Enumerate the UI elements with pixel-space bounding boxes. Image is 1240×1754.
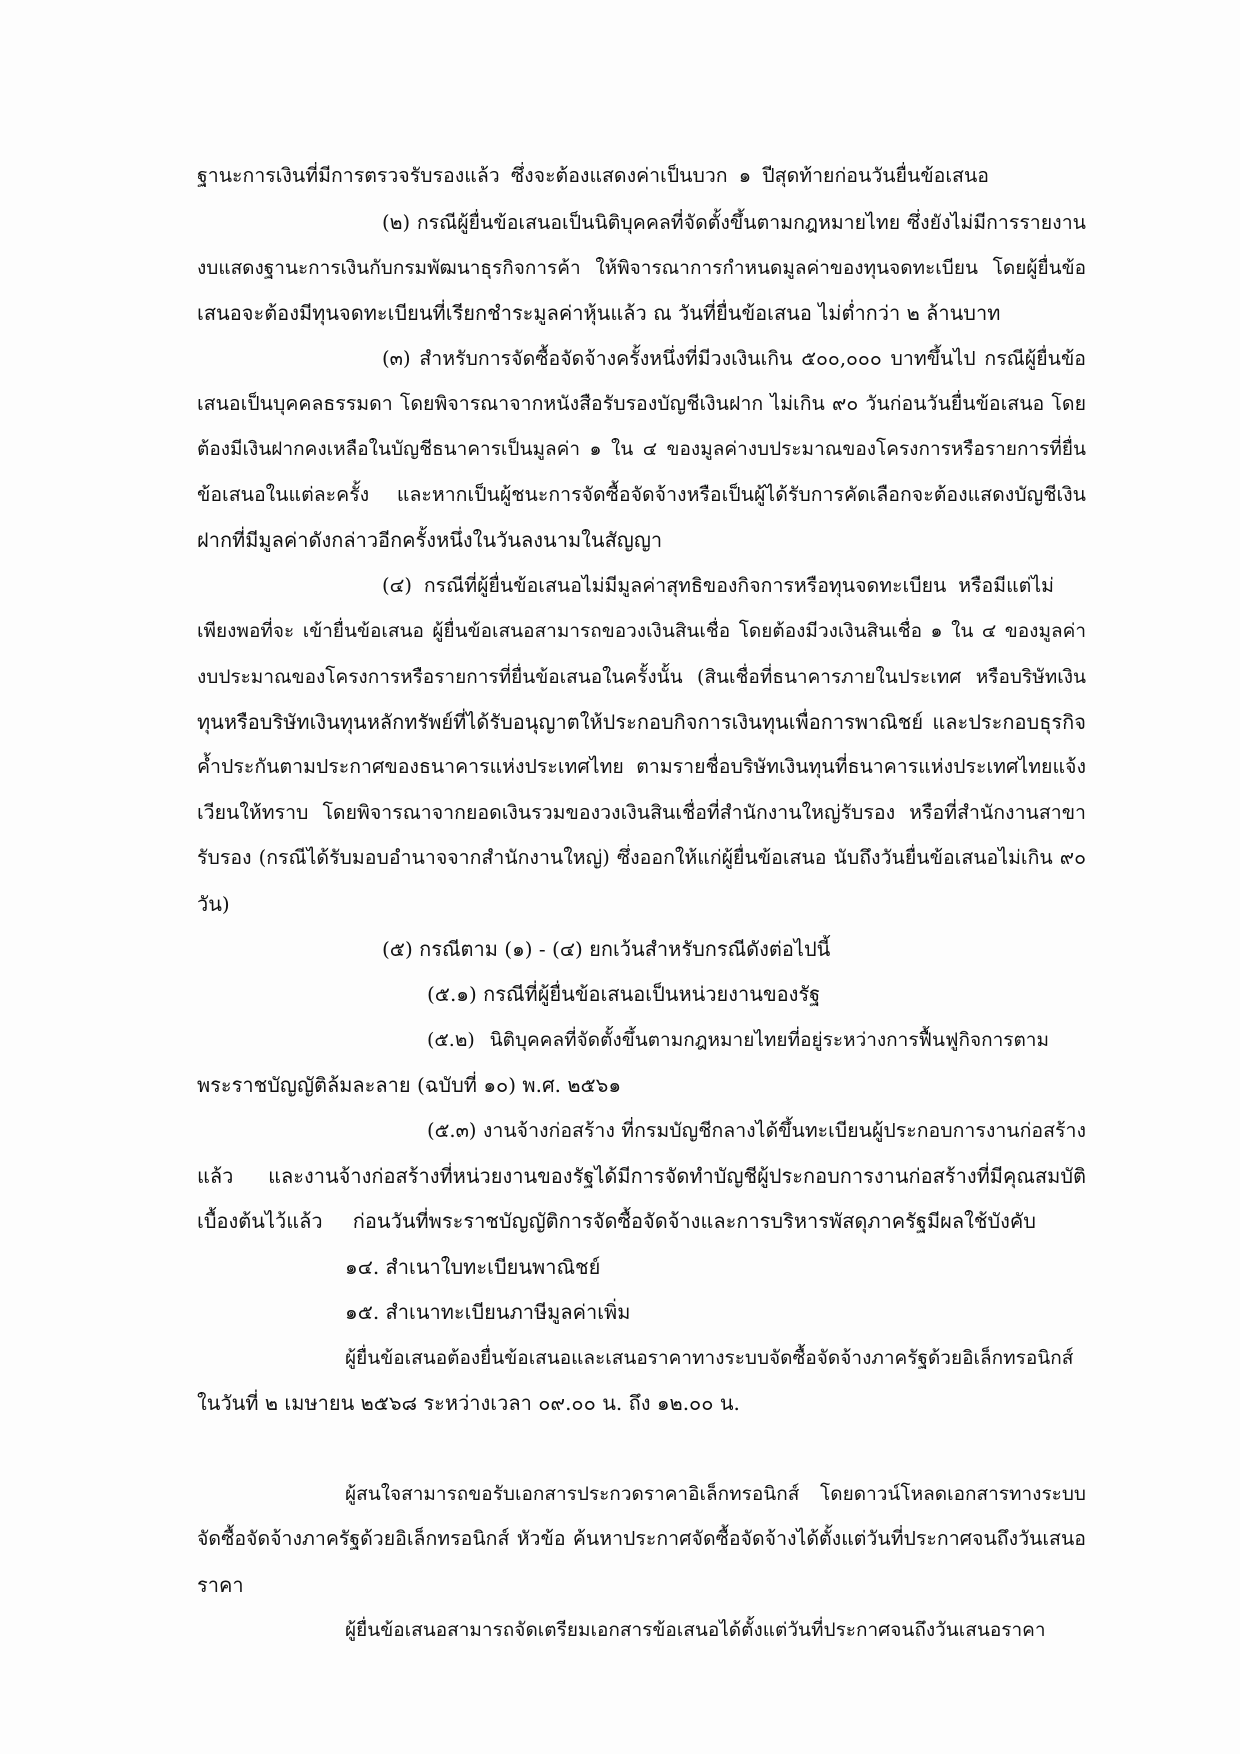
text-line: ราคา — [197, 1573, 244, 1597]
text-line: ๑๕. สำเนาทะเบียนภาษีมูลค่าเพิ่ม — [345, 1300, 631, 1324]
text-line: (๕.๑) กรณีที่ผู้ยื่นข้อเสนอเป็นหน่วยงานของรัฐ — [427, 982, 821, 1006]
text-line: งบแสดงฐานะการเงินกับกรมพัฒนาธุรกิจการค้า ให้พิจารณาการกำหนดมูลค่าของทุนจดทะเบียน โดยผู้ยื่นข้อ — [197, 257, 1086, 279]
text-line: เบื้องต้นไว้แล้ว ก่อนวันที่พระราชบัญญัติการจัดซื้อจัดจ้างและการบริหารพัสดุภาครัฐมีผลใช้บังคับ — [197, 1209, 1036, 1233]
text-line: (๕) กรณีตาม (๑) - (๔) ยกเว้นสำหรับกรณีดังต่อไปนี้ — [382, 937, 831, 961]
text-line: ข้อเสนอในแต่ละครั้ง และหากเป็นผู้ชนะการจัดซื้อจัดจ้างหรือเป็นผู้ได้รับการคัดเลือกจะต้องแสดงบัญชีเงิน — [197, 483, 1086, 506]
text-line: (๕.๒) นิติบุคคลที่จัดตั้งขึ้นตามกฎหมายไทยที่อยู่ระหว่างการฟื้นฟูกิจการตาม — [427, 1029, 1049, 1051]
text-line: เสนอเป็นบุคคลธรรมดา โดยพิจารณาจากหนังสือรับรองบัญชีเงินฝาก ไม่เกิน ๙๐ วันก่อนวันยื่นข้อเสนอ โดย — [197, 392, 1086, 415]
text-line: งบประมาณของโครงการหรือรายการที่ยื่นข้อเสนอในครั้งนั้น (สินเชื่อที่ธนาคารภายในประเทศ หรือบริษัทเงิน — [197, 666, 1086, 688]
text-line: ค้ำประกันตามประกาศของธนาคารแห่งประเทศไทย ตามรายชื่อบริษัทเงินทุนที่ธนาคารแห่งประเทศไทยแจ้ง — [197, 755, 1086, 778]
text-line: ต้องมีเงินฝากคงเหลือในบัญชีธนาคารเป็นมูลค่า ๑ ใน ๔ ของมูลค่างบประมาณของโครงการหรือรายการที่ยื่น — [197, 438, 1086, 460]
text-line: ฝากที่มีมูลค่าดังกล่าวอีกครั้งหนึ่งในวันลงนามในสัญญา — [197, 528, 663, 552]
text-line: เสนอจะต้องมีทุนจดทะเบียนที่เรียกชำระมูลค่าหุ้นแล้ว ณ วันที่ยื่นข้อเสนอ ไม่ต่ำกว่า ๒ ล้านบาท — [197, 301, 1001, 325]
text-line: ผู้ยื่นข้อเสนอสามารถจัดเตรียมเอกสารข้อเสนอได้ตั้งแต่วันที่ประกาศจนถึงวันเสนอราคา — [345, 1619, 1046, 1641]
text-line: เวียนให้ทราบ โดยพิจารณาจากยอดเงินรวมของวงเงินสินเชื่อที่สำนักงานใหญ่รับรอง หรือที่สำนักงานสาขา — [197, 801, 1086, 824]
text-line: (๕.๓) งานจ้างก่อสร้าง ที่กรมบัญชีกลางได้ขึ้นทะเบียนผู้ประกอบการงานก่อสร้าง — [427, 1119, 1086, 1142]
text-line: ทุนหรือบริษัทเงินทุนหลักทรัพย์ที่ได้รับอนุญาตให้ประกอบกิจการเงินทุนเพื่อการพาณิชย์ และประกอบธุรกิจ — [197, 710, 1086, 734]
text-line: ๑๔. สำเนาใบทะเบียนพาณิชย์ — [345, 1255, 601, 1279]
text-line: พระราชบัญญัติล้มละลาย (ฉบับที่ ๑๐) พ.ศ. ๒๕๖๑ — [197, 1073, 622, 1097]
text-line: วัน) — [197, 892, 230, 916]
text-line: แล้ว และงานจ้างก่อสร้างที่หน่วยงานของรัฐได้มีการจัดทำบัญชีผู้ประกอบการงานก่อสร้างที่มีคุณสมบัติ — [197, 1164, 1086, 1188]
text-line: (๒) กรณีผู้ยื่นข้อเสนอเป็นนิติบุคคลที่จัดตั้งขึ้นตามกฎหมายไทย ซึ่งยังไม่มีการรายงาน — [382, 211, 1086, 234]
text-line: ฐานะการเงินที่มีการตรวจรับรองแล้ว ซึ่งจะต้องแสดงค่าเป็นบวก ๑ ปีสุดท้ายก่อนวันยื่นข้อเสนอ — [197, 164, 989, 187]
text-line: รับรอง (กรณีได้รับมอบอำนาจจากสำนักงานใหญ่) ซึ่งออกให้แก่ผู้ยื่นข้อเสนอ นับถึงวันยื่นข้อเสนอไม่เกิน ๙๐ — [197, 846, 1086, 869]
text-line: เพียงพอที่จะ เข้ายื่นข้อเสนอ ผู้ยื่นข้อเสนอสามารถขอวงเงินสินเชื่อ โดยต้องมีวงเงินสินเชื่อ ๑ ใน ๔ ของมูลค่า — [197, 620, 1086, 642]
text-line: ผู้สนใจสามารถขอรับเอกสารประกวดราคาอิเล็กทรอนิกส์ โดยดาวน์โหลดเอกสารทางระบบ — [345, 1483, 1086, 1505]
text-line: (๓) สำหรับการจัดซื้อจัดจ้างครั้งหนึ่งที่มีวงเงินเกิน ๕๐๐,๐๐๐ บาทขึ้นไป กรณีผู้ยื่นข้อ — [382, 347, 1086, 370]
text-line: จัดซื้อจัดจ้างภาครัฐด้วยอิเล็กทรอนิกส์ หัวข้อ ค้นหาประกาศจัดซื้อจัดจ้างได้ตั้งแต่วันที่ประกาศจนถึงวันเสนอ — [197, 1527, 1086, 1550]
text-line: ผู้ยื่นข้อเสนอต้องยื่นข้อเสนอและเสนอราคาทางระบบจัดซื้อจัดจ้างภาครัฐด้วยอิเล็กทรอนิกส์ — [345, 1347, 1074, 1369]
text-line: ในวันที่ ๒ เมษายน ๒๕๖๘ ระหว่างเวลา ๐๙.๐๐ น. ถึง ๑๒.๐๐ น. — [197, 1391, 740, 1415]
text-line: (๔) กรณีที่ผู้ยื่นข้อเสนอไม่มีมูลค่าสุทธิของกิจการหรือทุนจดทะเบียน หรือมีแต่ไม่ — [382, 574, 1054, 597]
